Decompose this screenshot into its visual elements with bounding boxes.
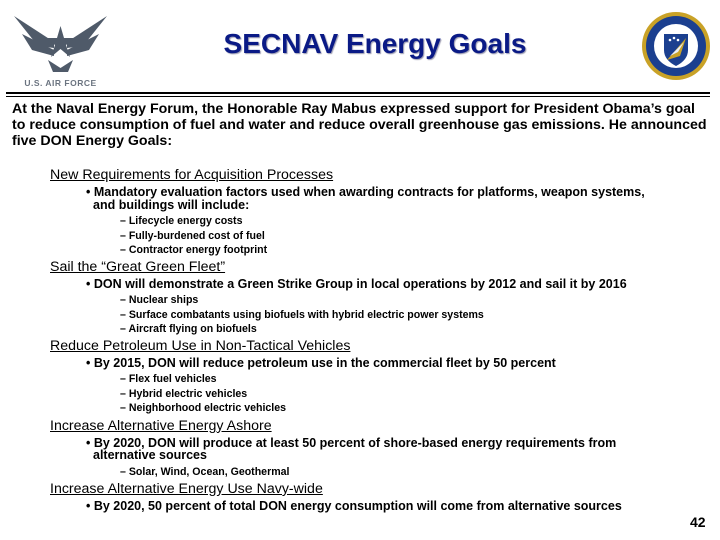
goal-sub-item: – Flex fuel vehicles	[120, 373, 217, 385]
goal-sub-item: – Solar, Wind, Ocean, Geothermal	[120, 465, 290, 478]
goal-bullet-text: • By 2015, DON will reduce petroleum use in the commercial fleet by 50 percent	[86, 355, 556, 370]
goal-bullet	[86, 278, 686, 291]
goal-heading: New Requirements for Acquisition Processes	[50, 167, 334, 183]
goal-sub-item: – Nuclear ships	[120, 294, 199, 306]
goal-sub-item: – Lifecycle energy costs	[120, 215, 243, 227]
goal-sub-item: – Hybrid electric vehicles	[120, 387, 248, 400]
goal-bullet-text: • By 2020, DON will produce at least 50 percent of shore-based energy requirements from	[86, 435, 617, 450]
goal-item	[0, 418, 720, 480]
goal-sub-list	[120, 372, 720, 416]
goal-heading: Increase Alternative Energy Use Navy-wide	[50, 481, 323, 497]
slide-title: SECNAV Energy Goals	[223, 28, 527, 59]
goal-bullet-continuation: alternative sources	[93, 448, 207, 462]
goal-item	[0, 481, 720, 513]
goal-bullet	[86, 357, 686, 370]
goal-heading: Increase Alternative Energy Ashore	[50, 417, 272, 434]
header-divider-thin	[6, 96, 710, 97]
page-number: 42	[690, 514, 706, 530]
goal-item	[0, 259, 720, 337]
air-force-wordmark: U.S. AIR FORCE	[24, 78, 97, 88]
goal-heading: Reduce Petroleum Use in Non-Tactical Vehicles	[50, 337, 351, 354]
goal-sub-item: – Surface combatants using biofuels with hybrid electric power systems	[120, 308, 484, 321]
air-force-wings-icon	[8, 6, 113, 76]
goal-sub-item: – Aircraft flying on biofuels	[120, 323, 257, 335]
goal-bullet	[86, 437, 686, 462]
goal-bullet-text: • Mandatory evaluation factors used when awarding contracts for platforms, weapon systems,	[86, 185, 645, 199]
goals-list	[0, 167, 720, 513]
goal-sub-list	[120, 465, 720, 480]
goal-heading: Sail the “Great Green Fleet”	[50, 258, 226, 275]
header-divider	[6, 92, 710, 94]
goal-sub-list	[120, 293, 720, 337]
command-seal-icon	[640, 10, 712, 82]
goal-bullet	[86, 186, 686, 211]
goal-bullet-continuation: and buildings will include:	[93, 197, 250, 212]
goal-bullet-text: • DON will demonstrate a Green Strike Group in local operations by 2012 and sail it by 2016	[86, 276, 627, 291]
goal-bullet	[86, 500, 686, 513]
air-force-command-seal	[640, 10, 712, 82]
us-air-force-logo	[8, 6, 113, 91]
goal-item	[0, 167, 720, 258]
goal-sub-item: – Neighborhood electric vehicles	[120, 402, 287, 414]
goal-sub-list	[120, 214, 720, 258]
intro-paragraph: At the Naval Energy Forum, the Honorable Ray Mabus expressed support for President Obama’s goal to reduce consumption of fuel and water and reduce overall greenhouse gas emissions. He announced five DON Energy Goals:	[12, 101, 707, 149]
goal-sub-item: – Fully-burdened cost of fuel	[120, 229, 265, 242]
goal-bullet-text: • By 2020, 50 percent of total DON energy consumption will come from alternative sources	[86, 499, 622, 513]
goal-item	[0, 338, 720, 416]
goal-sub-item: – Contractor energy footprint	[120, 244, 268, 256]
